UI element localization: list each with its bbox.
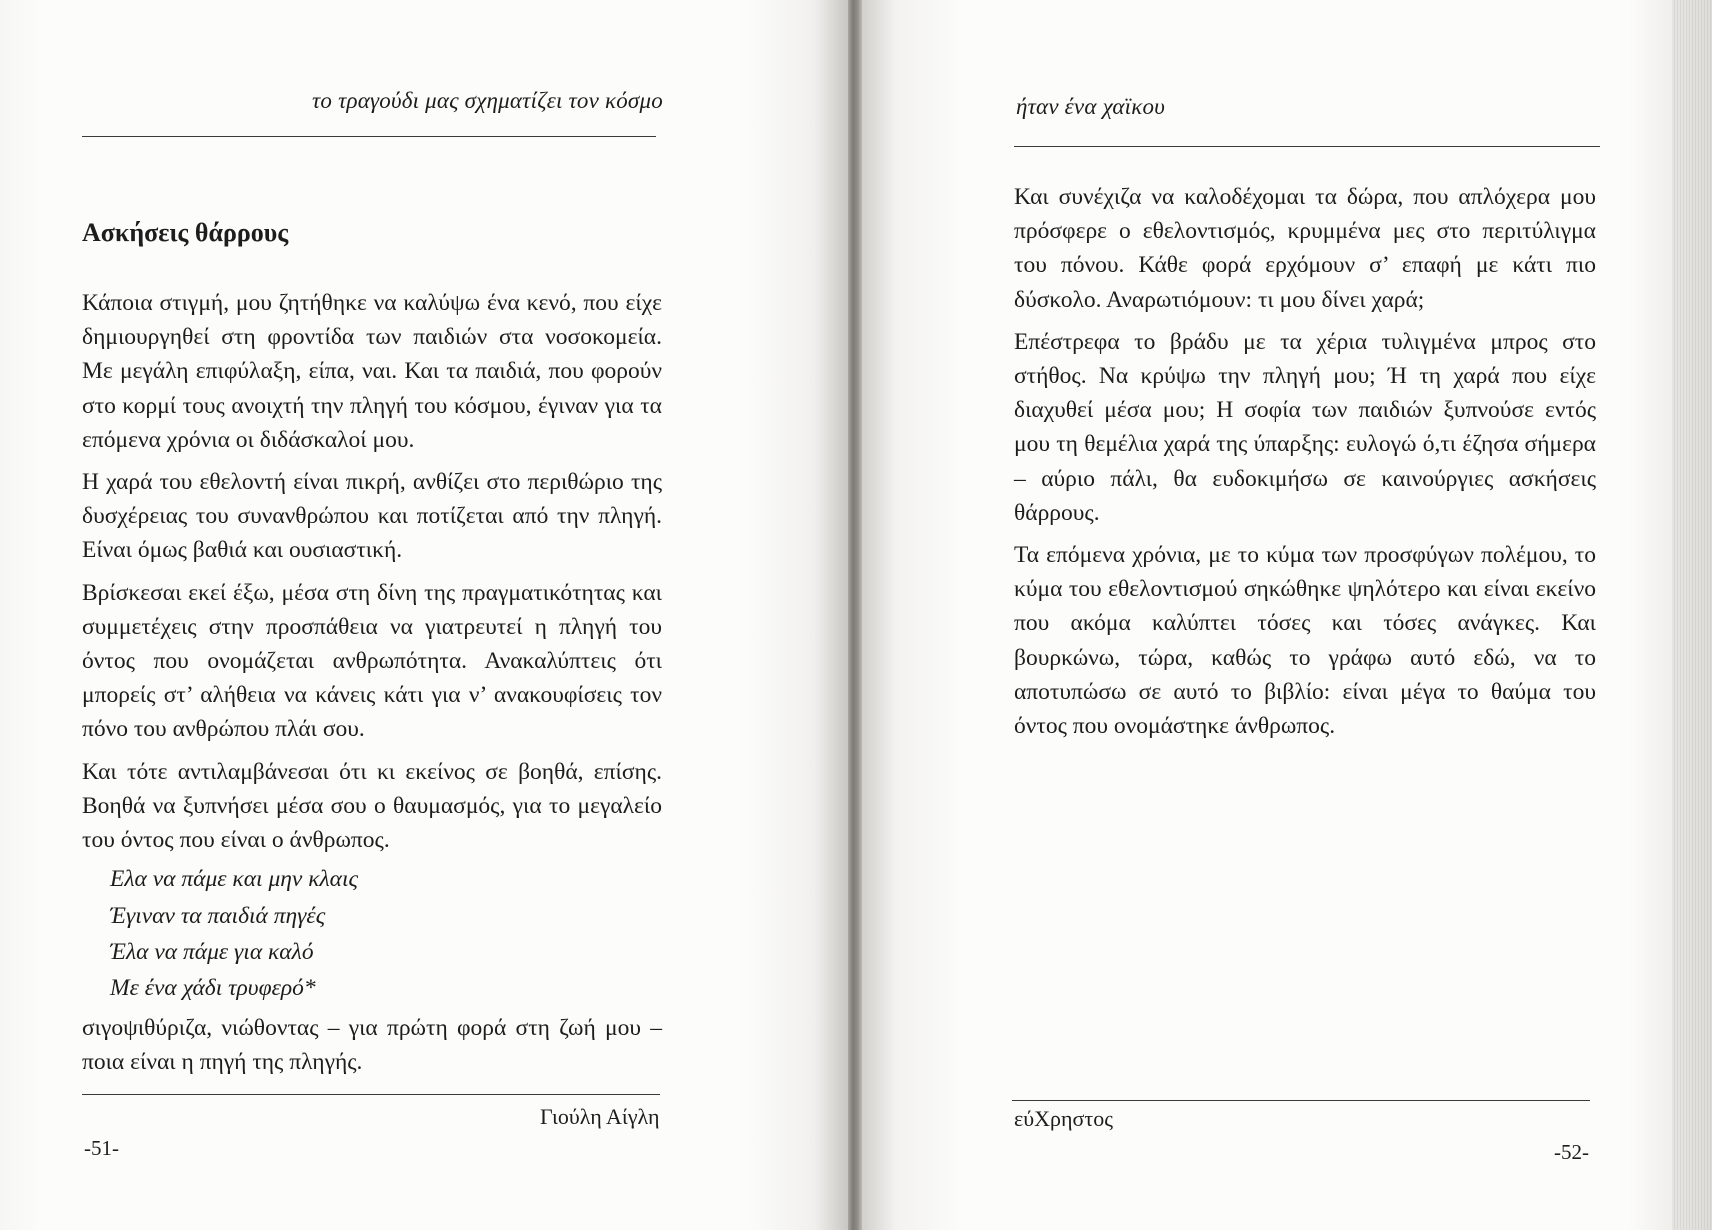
left-paragraph-3: Βρίσκεσαι εκεί έξω, μέσα στη δίνη της πραγματικότητας και συμμετέχεις στην προσπάθεια να γιατρευτεί η πληγή του όντος που ονομάζεται ανθρωπότητα. Ανακαλύπτεις ότι μπορείς στ’ αλήθεια να κάνεις κάτι για ν’ ανακουφίσεις τον πόνο του ανθρώπου πλάι σου.: [82, 579, 662, 743]
left-body-text: [82, 286, 662, 1087]
page-edges: [1672, 0, 1712, 1230]
series-label: εύΧρηστος: [1014, 1106, 1113, 1131]
left-closing-paragraph: σιγοψιθύριζα, νιώθοντας – για πρώτη φορά στη ζωή μου – ποια είναι η πηγή της πληγής.: [82, 1014, 662, 1076]
right-page-number: -52-: [1554, 1140, 1589, 1164]
right-footer-rule: [1012, 1100, 1590, 1101]
right-page: [862, 0, 1712, 1230]
left-header-rule: [82, 136, 656, 137]
left-page: [0, 0, 848, 1230]
verse-line-2: Έγιναν τα παιδιά πηγές: [110, 902, 326, 929]
book-gutter: [848, 0, 862, 1230]
right-paragraph-2: Επέστρεφα το βράδυ με τα χέρια τυλιγμένα μπρος στο στήθος. Να κρύψω την πληγή μου; Ή τη χαρά που είχε διαχυθεί μέσα μου; Η σοφία των παιδιών ξυπνούσε εντός μου τη θεμέλια χαρά της ύπαρξης: ευλογώ ό,τι έζησα σήμερα – αύριο πάλι, θα ευδοκιμήσω σε καινούργιες ασκήσεις θάρρους.: [1014, 328, 1596, 526]
verse-line-1: Ελα να πάμε και μην κλαις: [110, 866, 359, 893]
left-page-number: -51-: [84, 1136, 119, 1160]
left-footer-rule: [82, 1094, 660, 1095]
author-name: Γιούλη Αίγλη: [540, 1104, 660, 1129]
chapter-heading: Ασκήσεις θάρρους: [82, 218, 289, 247]
right-paragraph-1: Και συνέχιζα να καλοδέχομαι τα δώρα, που απλόχερα μου πρόσφερε ο εθελοντισμός, κρυμμένα μες στο περιτύλιγμα του πόνου. Κάθε φορά ερχόμουν σ’ επαφή με κάτι πιο δύσκολο. Αναρωτιόμουν: τι μου δίνει χαρά;: [1014, 184, 1596, 313]
left-paragraph-2: Η χαρά του εθελοντή είναι πικρή, ανθίζει στο περιθώριο της δυσχέρειας του συνανθρώπου και ποτίζεται από την πληγή. Είναι όμως βαθιά και ουσιαστική.: [82, 469, 662, 564]
right-body-text: [1014, 180, 1596, 751]
left-running-head: το τραγούδι μας σχηματίζει τον κόσμο: [312, 88, 663, 113]
right-paragraph-3: Τα επόμενα χρόνια, με το κύμα των προσφύγων πολέμου, το κύμα του εθελοντισμού σηκώθηκε ψηλότερο και είναι εκείνο που ακόμα καλύπτει τόσες και τόσες ανάγκες. Και βουρκώνω, τώρα, καθώς το γράφω αυτό εδώ, να το αποτυπώσω σε αυτό το βιβλίο: είναι μέγα το θαύμα του όντος που ονομάστηκε άνθρωπος.: [1014, 542, 1596, 740]
verse-line-4: Με ένα χάδι τρυφερό*: [110, 975, 316, 1002]
right-header-rule: [1014, 146, 1600, 147]
verse-line-3: Έλα να πάμε για καλό: [110, 939, 314, 966]
right-running-head: ήταν ένα χαϊκου: [1016, 94, 1165, 119]
left-paragraph-1: Κάποια στιγμή, μου ζητήθηκε να καλύψω ένα κενό, που είχε δημιουργηθεί στη φροντίδα των παιδιών στα νοσοκομεία. Με μεγάλη επιφύλαξη, είπα, ναι. Και τα παιδιά, που φορούν στο κορμί τους ανοιχτή την πληγή του κόσμου, έγιναν για τα επόμενα χρόνια οι διδάσκαλοί μου.: [82, 290, 662, 453]
left-paragraph-4: Και τότε αντιλαμβάνεσαι ότι κι εκείνος σε βοηθά, επίσης. Βοηθά να ξυπνήσει μέσα σου ο θαυμασμός, για το μεγαλείο του όντος που είναι ο άνθρωπος.: [82, 758, 662, 854]
